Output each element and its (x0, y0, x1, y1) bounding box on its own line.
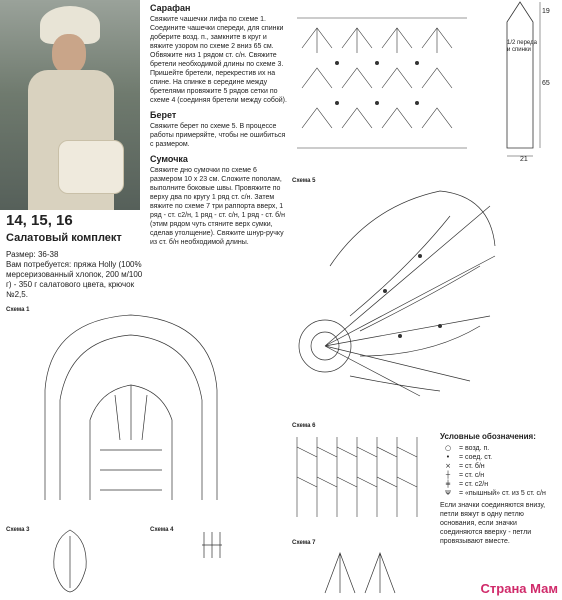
legend-item (440, 480, 558, 489)
legend-text: = ст. б/н (459, 463, 485, 470)
schema-3-diagram (50, 528, 90, 594)
pattern-outline (492, 0, 562, 170)
single-crochet-icon: × (445, 462, 451, 470)
schema-7-label: Схема 7 (292, 540, 316, 546)
legend-text: = соед. ст. (459, 454, 493, 461)
model-face (52, 34, 86, 74)
puff-stitch-icon: Ψ (445, 489, 451, 497)
section-text: Свяжите дно сумочки по схеме 6 размером 10 х 23 см. Сложите пополам, выполните боковые швы. Провяжите по верху два по кругу 1 ряд ст. с/н. Затем вяжите по схеме 7 три раппорта вверх, 1 ряд - ст. с2/н, 1 ряд - ст. с/н, 1 ряд - ст. б/н (этим рядом чуть стяните верх сумки, сделав утолщение). Свяжите шнур-ручку из ст. б/н необходимой длины. (150, 167, 285, 246)
schema-2-diagram (292, 8, 474, 158)
legend-note: Если значки соединяются внизу, петли вяжут в одну петлю основания, если значки соединяются вверху - петли провязывают вместе. (440, 502, 546, 545)
schema-7-diagram (320, 548, 400, 596)
dim-height: 65 (542, 80, 550, 87)
photo-model (0, 0, 140, 210)
dim-width: 21 (520, 156, 528, 163)
legend-text: = ст. с/н (459, 472, 485, 479)
chain-icon: ○ (444, 444, 452, 452)
legend-item (440, 444, 558, 453)
legend-title: Условные обозначения: (440, 432, 536, 441)
slip-stitch-icon: • (445, 453, 451, 461)
legend-text: = ст. с2/н (459, 481, 489, 488)
schema-5-diagram (290, 186, 500, 406)
section-heading: Сарафан (150, 3, 191, 13)
section-heading: Берет (150, 110, 177, 120)
legend-item (440, 462, 558, 471)
schema-3-label: Схема 3 (6, 527, 30, 533)
legend-item (440, 471, 558, 480)
section-heading: Сумочка (150, 154, 188, 164)
crochet-bag (58, 140, 124, 194)
section-text: Свяжите чашечки лифа по схеме 1. Соедините чашечки спереди, для спинки доберите возд. п., замкните в круг и вяжите узором по схеме 2 вниз 65 см. Обвяжите низ 1 рядом ст. с/н. Свяжите бретели необходимой длины по схеме 3. Пришейте бретели, перекрестив их на спине. На спинке в середине между бретелями провяжите 5 рядов сетки по схеме 4 (соединяя бретели между собой). (150, 16, 287, 104)
schema-4-diagram (200, 530, 224, 560)
dim-top: 19 (542, 8, 550, 15)
schema-4-label: Схема 4 (150, 527, 174, 533)
materials-text: Вам потребуется: пряжа Holly (100% мерсеризованный хлопок, 200 м/100 г) - 350 г салатового цвета, крючок №2,5. (6, 260, 143, 299)
legend (440, 432, 558, 546)
legend-item (440, 453, 558, 462)
watermark-logo: Страна Мам (480, 581, 558, 596)
treble-crochet-icon: ╪ (445, 480, 451, 488)
schema-6-label: Схема 6 (292, 423, 316, 429)
schema-5-label: Схема 5 (292, 178, 316, 184)
set-title: Салатовый комплект (6, 232, 122, 244)
instructions (150, 4, 290, 253)
schema-1-diagram (40, 310, 222, 510)
legend-text: = возд. п. (459, 445, 490, 452)
legend-text: = «пышный» ст. из 5 ст. с/н (459, 490, 546, 497)
dim-label: 1/2 переда и спинки (507, 40, 537, 53)
page-number: 14, 15, 16 (6, 212, 73, 229)
section-text: Свяжите берет по схеме 5. В процессе работы примеряйте, чтобы не ошибиться с размером. (150, 123, 286, 148)
schema-6-diagram (292, 432, 432, 522)
materials-info (6, 250, 146, 300)
double-crochet-icon: ┼ (445, 471, 451, 479)
size-info: Размер: 36-38 (6, 250, 59, 259)
schema-1-label: Схема 1 (6, 307, 30, 313)
legend-item (440, 489, 558, 498)
